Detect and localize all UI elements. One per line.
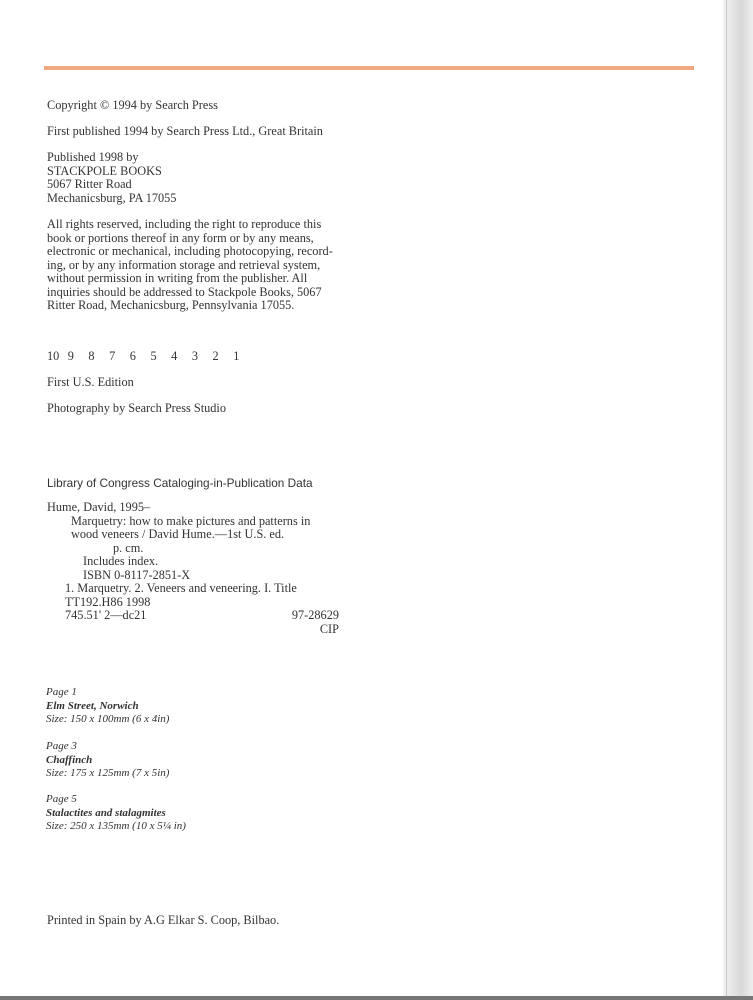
plate-page: Page 3 [46, 740, 77, 752]
publisher-line: Mechanicsburg, PA 17055 [47, 190, 177, 205]
printing-number: 4 [171, 349, 178, 363]
rights-block [47, 218, 333, 313]
printing-numbers [47, 349, 254, 364]
cip-label: CIP [319, 621, 339, 636]
rights-line: book or portions thereof in any form or by any means, [47, 230, 314, 245]
plate-info [46, 740, 169, 781]
header-rule [44, 66, 694, 70]
printing-number: 10 [47, 349, 60, 363]
bottom-edge [0, 996, 753, 1000]
publisher-line: 5067 Ritter Road [47, 177, 132, 191]
rights-line: inquiries should be addressed to Stackpole Books, 5067 [47, 284, 322, 299]
printing-number: 8 [88, 349, 95, 363]
rights-line: Ritter Road, Mechanicsburg, Pennsylvania 17055. [47, 298, 295, 312]
cip-isbn: ISBN 0-8117-2851-X [83, 567, 191, 582]
page-edge-line [726, 0, 727, 1000]
rights-line: ing, or by any information storage and retrieval system, [47, 257, 321, 272]
cip-title-line: Marquetry: how to make pictures and patterns in [71, 513, 311, 528]
plate-size: Size: 150 x 100mm (6 x 4in) [46, 713, 170, 725]
rights-line: electronic or mechanical, including photocopying, record- [47, 244, 333, 258]
edition-line [47, 376, 134, 390]
rights-line: All rights reserved, including the right to reproduce this [47, 217, 322, 231]
cip-heading-text: Library of Congress Cataloging-in-Publication Data [47, 476, 313, 490]
plate-info [46, 686, 169, 727]
printer-line [47, 914, 279, 928]
printing-number: 3 [191, 349, 198, 363]
publisher-line: STACKPOLE BOOKS [47, 163, 162, 178]
printing-number: 1 [233, 349, 240, 363]
publisher-block [47, 151, 176, 205]
first-published [47, 125, 323, 139]
printing-number: 7 [109, 349, 116, 363]
plate-size: Size: 175 x 125mm (7 x 5in) [46, 767, 170, 779]
edition-text: First U.S. Edition [47, 375, 134, 389]
cip-author: Hume, David, 1995– [47, 500, 151, 514]
printing-number: 5 [150, 349, 157, 363]
plate-title: Elm Street, Norwich [46, 699, 139, 712]
printing-number: 6 [129, 349, 136, 363]
page-edge [723, 0, 753, 1000]
cip-heading [47, 477, 313, 491]
copyright-text: Copyright © 1994 by Search Press [47, 98, 218, 112]
photography-line [47, 402, 226, 416]
rights-line: without permission in writing from the publisher. All [47, 271, 308, 285]
cip-title-line: wood veneers / David Hume.—1st U.S. ed. [71, 527, 285, 541]
photography-text: Photography by Search Press Studio [47, 401, 226, 415]
plate-info [46, 793, 186, 834]
plate-title: Chaffinch [46, 753, 93, 766]
cip-lcc: TT192.H86 1998 [65, 594, 151, 609]
printer-text: Printed in Spain by A.G Elkar S. Coop, Bilbao. [47, 913, 280, 927]
cip-subjects: 1. Marquetry. 2. Veneers and veneering. I. Title [65, 581, 297, 595]
plate-size: Size: 250 x 135mm (10 x 5¼ in) [46, 820, 186, 832]
plate-page: Page 1 [46, 686, 77, 698]
plate-title: Stalactites and stalagmites [46, 806, 166, 819]
cip-dewey-row [47, 609, 347, 623]
first-published-text: First published 1994 by Search Press Ltd., Great Britain [47, 124, 323, 138]
cip-record [47, 501, 347, 636]
copyright-line [47, 99, 218, 113]
cip-pcm: p. cm. [113, 540, 144, 555]
cip-lccn: 97-28629 [291, 608, 339, 622]
plate-page: Page 5 [46, 793, 77, 805]
printing-number: 2 [212, 349, 219, 363]
publisher-line: Published 1998 by [47, 150, 139, 164]
cip-index: Includes index. [83, 554, 159, 568]
cip-dewey: 745.51' 2—dc21 [65, 608, 147, 622]
printing-number: 9 [67, 349, 74, 363]
